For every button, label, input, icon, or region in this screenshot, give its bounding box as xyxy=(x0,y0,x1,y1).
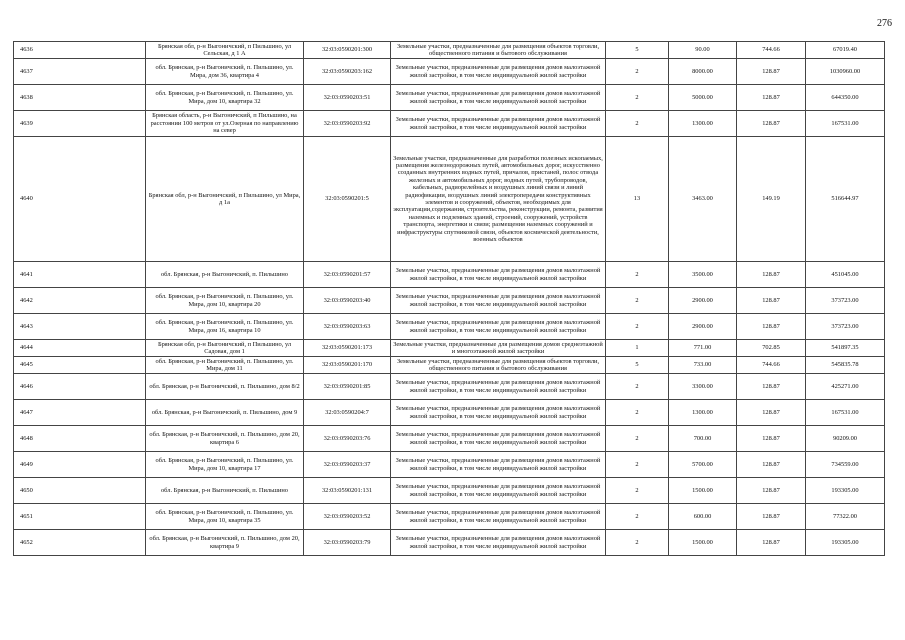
cell-cadastral-number: 32:03:0590203:162 xyxy=(304,59,391,85)
cell-address: обл. Брянская, р-н Выгоничский, п. Пильшино, ул. Мира, дом 10, квартира 35 xyxy=(146,504,304,530)
cell-row-number xyxy=(14,137,146,262)
cell-cadastral-value: 373723.00 xyxy=(806,288,885,314)
cell-area: 2900.00 xyxy=(669,288,737,314)
cell-cadastral-number: 32:03:0590203:52 xyxy=(304,504,391,530)
cell-group: 5 xyxy=(606,357,669,374)
cell-address: обл. Брянская, р-н Выгоничский, п. Пильшино, ул. Мира, дом 10, квартира 17 xyxy=(146,452,304,478)
cell-row-number xyxy=(14,111,146,137)
cell-group: 2 xyxy=(606,504,669,530)
cell-land-purpose: Земельные участки, предназначенные для размещения домов малоэтажной жилой застройки, в том числе индивидуальной жилой застройки xyxy=(391,530,606,556)
table-row xyxy=(14,374,885,400)
cell-cadastral-value: 373723.00 xyxy=(806,314,885,340)
cell-group: 13 xyxy=(606,137,669,262)
row-number-text: 4648 xyxy=(20,434,33,442)
cell-address: обл. Брянская, р-н Выгоничский, п. Пильшино xyxy=(146,478,304,504)
cell-specific-value: 128.87 xyxy=(737,59,806,85)
cell-specific-value: 128.87 xyxy=(737,262,806,288)
cell-area: 771.00 xyxy=(669,340,737,357)
cell-specific-value: 128.87 xyxy=(737,478,806,504)
cell-cadastral-value: 545835.78 xyxy=(806,357,885,374)
cell-group: 2 xyxy=(606,262,669,288)
cell-cadastral-number: 32:03:0590203:37 xyxy=(304,452,391,478)
cell-land-purpose: Земельные участки, предназначенные для размещения домов малоэтажной жилой застройки, в том числе индивидуальной жилой застройки xyxy=(391,314,606,340)
cell-row-number xyxy=(14,478,146,504)
cell-cadastral-number: 32:03:0590203:79 xyxy=(304,530,391,556)
cell-cadastral-value: 541897.35 xyxy=(806,340,885,357)
table-row xyxy=(14,400,885,426)
cell-cadastral-number: 32:03:0590201:173 xyxy=(304,340,391,357)
cell-address: Брянская обл, р-н Выгоничский, п Пильшино, ул Садовая, дом 1 xyxy=(146,340,304,357)
cell-cadastral-value: 193305.00 xyxy=(806,478,885,504)
cell-land-purpose: Земельные участки, предназначенные для размещения домов малоэтажной жилой застройки, в том числе индивидуальной жилой застройки xyxy=(391,452,606,478)
cell-row-number xyxy=(14,530,146,556)
cell-area: 3300.00 xyxy=(669,374,737,400)
cell-specific-value: 128.87 xyxy=(737,111,806,137)
page-number: 276 xyxy=(877,18,892,29)
cell-address: обл. Брянская, р-н Выгоничский, п. Пильшино xyxy=(146,262,304,288)
table-row xyxy=(14,478,885,504)
row-number-text: 4636 xyxy=(20,46,33,54)
table-row xyxy=(14,262,885,288)
table-row xyxy=(14,42,885,59)
cell-row-number xyxy=(14,288,146,314)
cell-address: обл. Брянская, р-н Выгоничский, п. Пильшино, дом 8/2 xyxy=(146,374,304,400)
cell-group: 2 xyxy=(606,452,669,478)
table-row xyxy=(14,426,885,452)
cell-cadastral-number: 32:03:0590203:92 xyxy=(304,111,391,137)
cell-row-number xyxy=(14,59,146,85)
cell-specific-value: 128.87 xyxy=(737,400,806,426)
cell-cadastral-number: 32:03:0590201:5 xyxy=(304,137,391,262)
cell-area: 3463.00 xyxy=(669,137,737,262)
table-row xyxy=(14,357,885,374)
cell-cadastral-number: 32:03:0590203:40 xyxy=(304,288,391,314)
table-row xyxy=(14,340,885,357)
cell-address: Брянская обл, р-н Выгоничский, п Пильшино, ул Мира, д 1а xyxy=(146,137,304,262)
cell-specific-value: 128.87 xyxy=(737,374,806,400)
cell-address: обл. Брянская, р-н Выгоничский, п. Пильшино, дом 9 xyxy=(146,400,304,426)
cell-cadastral-value: 90209.00 xyxy=(806,426,885,452)
cell-specific-value: 702.85 xyxy=(737,340,806,357)
cell-cadastral-value: 644350.00 xyxy=(806,85,885,111)
cell-address: обл. Брянская, р-н Выгоничский, п. Пильшино, дом 20, квартира 6 xyxy=(146,426,304,452)
row-number-text: 4637 xyxy=(20,67,33,75)
cell-specific-value: 128.87 xyxy=(737,288,806,314)
cell-specific-value: 128.87 xyxy=(737,452,806,478)
table-row xyxy=(14,85,885,111)
cell-cadastral-value: 193305.00 xyxy=(806,530,885,556)
cell-land-purpose: Земельные участки, предназначенные для размещения домов малоэтажной жилой застройки, в том числе индивидуальной жилой застройки xyxy=(391,288,606,314)
cell-area: 2900.00 xyxy=(669,314,737,340)
cell-row-number xyxy=(14,85,146,111)
row-number-text: 4639 xyxy=(20,119,33,127)
cell-cadastral-number: 32:03:0590201:57 xyxy=(304,262,391,288)
cell-land-purpose: Земельные участки, предназначенные для размещения домов малоэтажной жилой застройки, в том числе индивидуальной жилой застройки xyxy=(391,426,606,452)
row-number-text: 4641 xyxy=(20,270,33,278)
cell-area: 5700.00 xyxy=(669,452,737,478)
cell-cadastral-value: 77322.00 xyxy=(806,504,885,530)
cell-group: 2 xyxy=(606,85,669,111)
cadastral-value-table xyxy=(13,41,885,556)
table-row xyxy=(14,111,885,137)
cell-cadastral-number: 32:03:0590201:131 xyxy=(304,478,391,504)
cell-land-purpose: Земельные участки, предназначенные для размещения домов малоэтажной жилой застройки, в том числе индивидуальной жилой застройки xyxy=(391,400,606,426)
table-row xyxy=(14,530,885,556)
cell-row-number xyxy=(14,374,146,400)
cell-group: 2 xyxy=(606,400,669,426)
cell-cadastral-number: 32:03:0590204:7 xyxy=(304,400,391,426)
cell-address: Брянская область, р-н Выгоничский, п Пильшино, на расстоянии 100 метров от ул.Озерная по направлению на север xyxy=(146,111,304,137)
cell-row-number xyxy=(14,452,146,478)
row-number-text: 4646 xyxy=(20,382,33,390)
row-number-text: 4650 xyxy=(20,486,33,494)
cell-address: Брянская обл, р-н Выгоничский, п Пильшино, ул Сельская, д 1 А xyxy=(146,42,304,59)
cell-group: 1 xyxy=(606,340,669,357)
cell-cadastral-value: 67019.40 xyxy=(806,42,885,59)
row-number-text: 4644 xyxy=(20,344,33,352)
cell-area: 600.00 xyxy=(669,504,737,530)
cell-cadastral-number: 32:03:0590201:300 xyxy=(304,42,391,59)
cell-land-purpose: Земельные участки, предназначенные для размещения домов малоэтажной жилой застройки, в том числе индивидуальной жилой застройки xyxy=(391,374,606,400)
cell-area: 5000.00 xyxy=(669,85,737,111)
cell-group: 2 xyxy=(606,426,669,452)
cell-cadastral-value: 425271.00 xyxy=(806,374,885,400)
cell-address: обл. Брянская, р-н Выгоничский, п. Пильшино, ул. Мира, дом 10, квартира 32 xyxy=(146,85,304,111)
cell-group: 2 xyxy=(606,478,669,504)
row-number-text: 4643 xyxy=(20,322,33,330)
cell-specific-value: 744.66 xyxy=(737,357,806,374)
cell-cadastral-value: 167531.00 xyxy=(806,111,885,137)
cell-land-purpose: Земельные участки, предназначенные для размещения домов малоэтажной жилой застройки, в том числе индивидуальной жилой застройки xyxy=(391,504,606,530)
cell-row-number xyxy=(14,400,146,426)
cell-land-purpose: Земельные участки, предназначенные для размещения объектов торговли, общественного питания и бытового обслуживания xyxy=(391,42,606,59)
cell-area: 3500.00 xyxy=(669,262,737,288)
cell-group: 5 xyxy=(606,42,669,59)
cell-address: обл. Брянская, р-н Выгоничский, п. Пильшино, ул. Мира, дом 10, квартира 20 xyxy=(146,288,304,314)
cell-cadastral-value: 516644.97 xyxy=(806,137,885,262)
cell-row-number xyxy=(14,504,146,530)
cell-specific-value: 149.19 xyxy=(737,137,806,262)
cell-land-purpose: Земельные участки, предназначенные для размещения объектов торговли, общественного питания и бытового обслуживания xyxy=(391,357,606,374)
table-row xyxy=(14,288,885,314)
cell-address: обл. Брянская, р-н Выгоничский, п. Пильшино, дом 20, квартира 9 xyxy=(146,530,304,556)
cell-group: 2 xyxy=(606,288,669,314)
cell-group: 2 xyxy=(606,374,669,400)
cell-land-purpose: Земельные участки, предназначенные для размещения домов малоэтажной жилой застройки, в том числе индивидуальной жилой застройки xyxy=(391,111,606,137)
cell-row-number xyxy=(14,426,146,452)
cell-address: обл. Брянская, р-н Выгоничский, п. Пильшино, ул. Мира, дом 11 xyxy=(146,357,304,374)
cell-row-number xyxy=(14,262,146,288)
cell-cadastral-number: 32:03:0590203:63 xyxy=(304,314,391,340)
cell-address: обл. Брянская, р-н Выгоничский, п. Пильшино, ул. Мира, дом 36, квартира 4 xyxy=(146,59,304,85)
row-number-text: 4640 xyxy=(20,195,33,203)
cell-address: обл. Брянская, р-н Выгоничский, п. Пильшино, ул. Мира, дом 16, квартира 10 xyxy=(146,314,304,340)
table-body xyxy=(14,42,885,556)
cell-cadastral-value: 451045.00 xyxy=(806,262,885,288)
table-row xyxy=(14,59,885,85)
cell-specific-value: 128.87 xyxy=(737,504,806,530)
table-row xyxy=(14,314,885,340)
cell-specific-value: 128.87 xyxy=(737,426,806,452)
table-row xyxy=(14,137,885,262)
cell-cadastral-number: 32:03:0590201:170 xyxy=(304,357,391,374)
cell-group: 2 xyxy=(606,314,669,340)
cell-row-number xyxy=(14,42,146,59)
table-row xyxy=(14,452,885,478)
cell-specific-value: 128.87 xyxy=(737,85,806,111)
cell-area: 733.00 xyxy=(669,357,737,374)
cell-area: 1300.00 xyxy=(669,111,737,137)
cell-group: 2 xyxy=(606,59,669,85)
cell-row-number xyxy=(14,357,146,374)
cell-cadastral-value: 734559.00 xyxy=(806,452,885,478)
cell-land-purpose: Земельные участки, предназначенные для размещения домов среднеэтажной и многоэтажной жилой застройки xyxy=(391,340,606,357)
cell-specific-value: 128.87 xyxy=(737,530,806,556)
cell-area: 1300.00 xyxy=(669,400,737,426)
row-number-text: 4647 xyxy=(20,408,33,416)
cell-cadastral-number: 32:03:0590203:76 xyxy=(304,426,391,452)
cell-cadastral-number: 32:03:0590201:85 xyxy=(304,374,391,400)
row-number-text: 4642 xyxy=(20,296,33,304)
cell-area: 700.00 xyxy=(669,426,737,452)
cell-land-purpose: Земельные участки, предназначенные для разработки полезных ископаемых, размещения железнодорожных путей, автомобильных дорог, искусственно созданных внутренних водных путей, причалов, пристаней, полос отвода железных и автомобильных дорог, водных путей, трубопроводов, кабельных, радиорелейных и воздушных линий связи и линий радиофикации, воздушных линий электропередачи конструктивных элементов и сооружений, объектов, необходимых для эксплуатации,содержания, строительства, реконструкции, ремонта, развития наземных и подземных зданий, строений, сооружений, устройств транспорта, энергетики и связи; размещения наземных сооружений и инфраструктуры спутниковой связи, объектов космической деятельности, военных объектов xyxy=(391,137,606,262)
cell-specific-value: 744.66 xyxy=(737,42,806,59)
cell-group: 2 xyxy=(606,111,669,137)
cell-cadastral-value: 1030960.00 xyxy=(806,59,885,85)
cell-area: 8000.00 xyxy=(669,59,737,85)
cell-area: 1500.00 xyxy=(669,530,737,556)
row-number-text: 4645 xyxy=(20,361,33,369)
cell-area: 1500.00 xyxy=(669,478,737,504)
row-number-text: 4638 xyxy=(20,93,33,101)
table-row xyxy=(14,504,885,530)
row-number-text: 4651 xyxy=(20,512,33,520)
cell-cadastral-number: 32:03:0590203:51 xyxy=(304,85,391,111)
row-number-text: 4649 xyxy=(20,460,33,468)
cell-land-purpose: Земельные участки, предназначенные для размещения домов малоэтажной жилой застройки, в том числе индивидуальной жилой застройки xyxy=(391,478,606,504)
cell-cadastral-value: 167531.00 xyxy=(806,400,885,426)
cell-row-number xyxy=(14,340,146,357)
cell-land-purpose: Земельные участки, предназначенные для размещения домов малоэтажной жилой застройки, в том числе индивидуальной жилой застройки xyxy=(391,59,606,85)
cell-land-purpose: Земельные участки, предназначенные для размещения домов малоэтажной жилой застройки, в том числе индивидуальной жилой застройки xyxy=(391,85,606,111)
cell-row-number xyxy=(14,314,146,340)
cell-land-purpose: Земельные участки, предназначенные для размещения домов малоэтажной жилой застройки, в том числе индивидуальной жилой застройки xyxy=(391,262,606,288)
cell-area: 90.00 xyxy=(669,42,737,59)
cell-group: 2 xyxy=(606,530,669,556)
row-number-text: 4652 xyxy=(20,538,33,546)
cell-specific-value: 128.87 xyxy=(737,314,806,340)
